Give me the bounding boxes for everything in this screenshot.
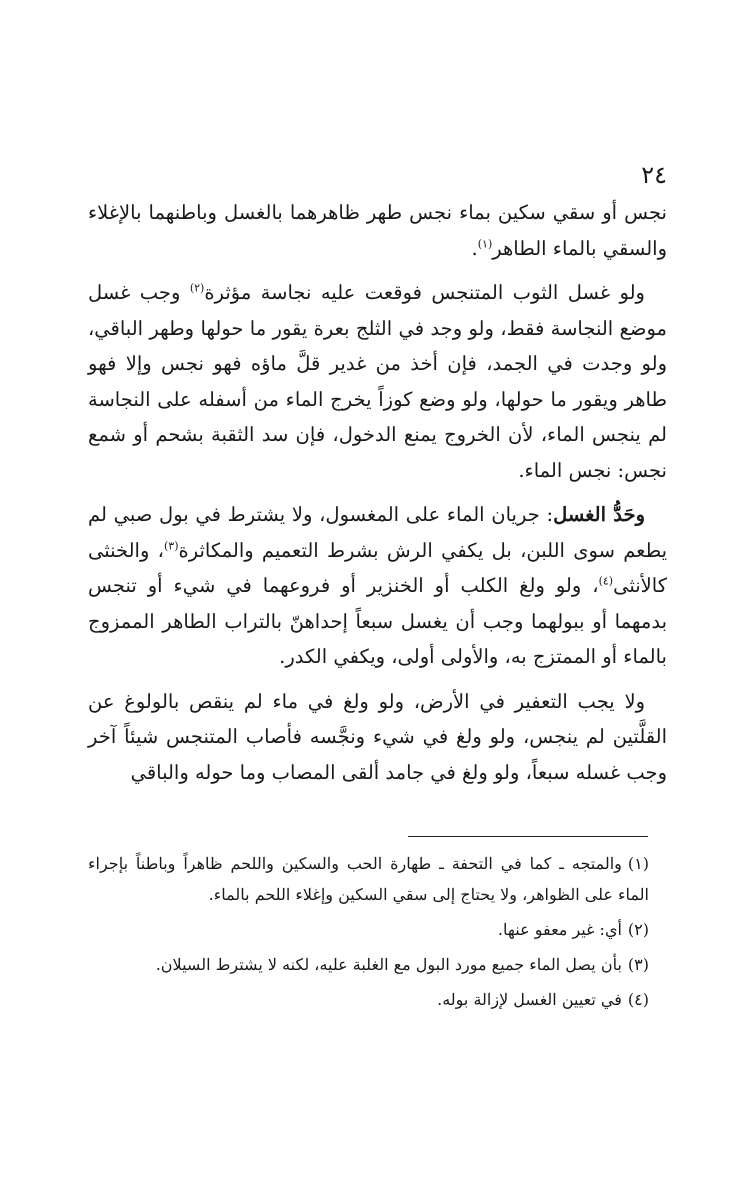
- paragraph-4: [88, 684, 667, 791]
- footnote-number: (١): [627, 854, 649, 873]
- defined-term: وحَدُّ الغسل: [553, 503, 645, 526]
- page-number: ٢٤: [641, 161, 667, 189]
- paragraph-1: [88, 195, 667, 266]
- paragraph-2: [88, 275, 667, 488]
- footnote-text: أي: غير معفو عنها.: [497, 920, 622, 939]
- footnote-number: (٣): [627, 955, 649, 974]
- footnote-item: [88, 914, 649, 945]
- footnote-divider: [408, 836, 648, 837]
- footnote-ref[interactable]: (٢): [189, 281, 205, 295]
- paragraph-text: ، والخنثى كالأنثى: [88, 538, 667, 597]
- footnote-number: (٢): [627, 920, 649, 939]
- footnote-ref[interactable]: (١): [477, 237, 493, 250]
- paragraph-text: ولو غسل الثوب المتنجس فوقعت عليه نجاسة مؤثرة: [204, 281, 645, 304]
- footnotes: [88, 848, 649, 1019]
- paragraph-3: [88, 497, 667, 675]
- footnote-item: [88, 848, 649, 910]
- paragraph-text: ولا يجب التعفير في الأرض، ولو ولغ في ماء لم ينقص بالولوغ عن القلَّتين لم ينجس، ولو ولغ في شيء ونجَّسه فأصاب المتنجس شيئاً آخر وجب غسله سبعاً، ولو ولغ في جامد ألقى المصاب وما حوله والباقي: [88, 689, 667, 784]
- paragraph-text: وجب غسل موضع النجاسة فقط، ولو وجد في الثلج بعرة يقور ما حولها وطهر الباقي، ولو وجدت في الجمد، فإن أخذ من غدير قلَّ ماؤه فهو نجس وإلا فهو طاهر ويقور ما حولها، ولو وضع كوزاً يخرج الماء من أسفله على النجاسة لم ينجس الماء، لأن الخروج يمنع الدخول، فإن سد الثقبة بشحم أو شمع نجس: نجس الماء.: [88, 281, 667, 482]
- footnote-text: والمتجه ـ كما في التحفة ـ طهارة الحب والسكين واللحم ظاهراً وباطناً بإجراء الماء على الظواهر، ولا يحتاج إلى سقي السكين وإغلاء اللحم بالماء.: [88, 854, 649, 904]
- footnote-item: [88, 984, 649, 1015]
- footnote-item: [88, 949, 649, 980]
- paragraph-text: .: [471, 236, 478, 260]
- footnote-text: بأن يصل الماء جميع مورد البول مع الغلبة عليه، لكنه لا يشترط السيلان.: [155, 955, 622, 974]
- footnote-ref[interactable]: (٣): [163, 539, 179, 552]
- paragraph-text: : جريان الماء على المغسول، ولا يشترط في بول صبي لم يطعم سوى اللبن، بل يكفي الرش بشرط التعميم والمكاثرة: [88, 503, 667, 562]
- footnote-text: في تعيين الغسل لإزالة بوله.: [437, 990, 622, 1009]
- paragraph-text: ، ولو ولغ الكلب أو الخنزير أو فروعهما في شيء أو تنجس بدمهما أو ببولهما وجب أن يغسل سبعاً إحداهنّ بالتراب الطاهر الممزوج بالماء أو الممتزج به، والأولى أولى، ويكفي الكدر.: [88, 574, 667, 668]
- main-text: [88, 195, 667, 799]
- footnote-ref[interactable]: (٤): [598, 574, 614, 588]
- paragraph-text: نجس أو سقي سكين بماء نجس طهر ظاهرهما بالغسل وباطنهما بالإغلاء والسقي بالماء الطاهر: [88, 201, 667, 260]
- footnote-number: (٤): [627, 990, 649, 1009]
